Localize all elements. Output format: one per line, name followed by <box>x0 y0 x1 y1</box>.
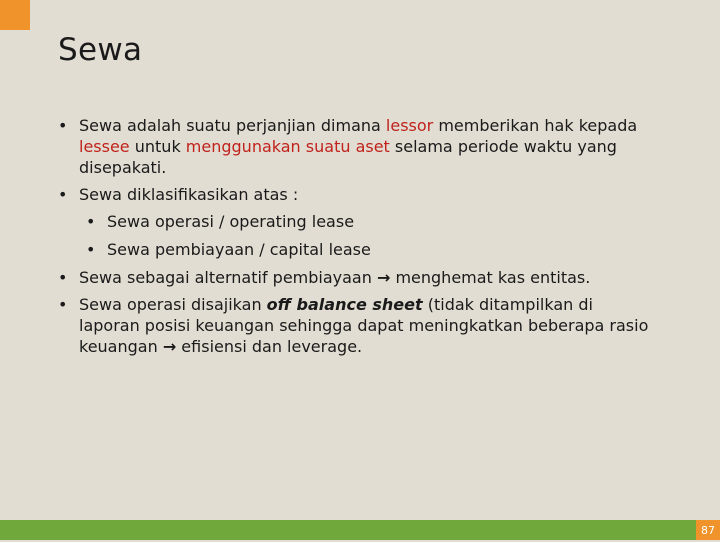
slide-content <box>58 115 658 363</box>
bullet-text: Sewa diklasifikasikan atas : <box>79 185 299 204</box>
bullet-text: menghemat kas entitas. <box>390 268 591 287</box>
bullet-text: Sewa operasi disajikan <box>79 295 267 314</box>
bullet-text: selama periode waktu yang disepakati. <box>79 137 617 177</box>
arrow-right-icon: → <box>376 268 391 287</box>
bullet-text: Sewa sebagai alternatif pembiayaan <box>79 268 377 287</box>
bullet-marker: • <box>58 295 68 314</box>
corner-accent <box>0 0 30 30</box>
bullet-text: (tidak ditampilkan di laporan posisi keuangan sehingga dapat meningkatkan beberapa rasio keuangan <box>79 295 649 356</box>
lessee-term: lessee <box>79 137 130 156</box>
page-number: 87 <box>696 520 720 540</box>
bullet-marker: • <box>86 240 96 259</box>
slide-title: Sewa <box>58 32 143 68</box>
bullet-text: Sewa operasi / operating lease <box>107 212 355 231</box>
bullet-item-3 <box>58 267 658 288</box>
arrow-right-icon: → <box>162 337 177 356</box>
bullet-text: Sewa pembiayaan / capital lease <box>107 240 371 259</box>
sub-bullet-item-2 <box>58 239 658 260</box>
off-balance-sheet-term: off balance sheet <box>266 295 423 314</box>
bullet-item-4 <box>58 294 658 357</box>
menggunakan-term: menggunakan suatu aset <box>185 137 390 156</box>
bullet-marker: • <box>58 268 68 287</box>
sub-bullet-item-1 <box>58 211 658 232</box>
bullet-text: Sewa adalah suatu perjanjian dimana <box>79 116 386 135</box>
bullet-marker: • <box>58 116 68 135</box>
bullet-marker: • <box>58 185 68 204</box>
bullet-item-2 <box>58 184 658 205</box>
footer-bar <box>0 520 720 540</box>
bullet-text: untuk <box>129 137 186 156</box>
lessor-term: lessor <box>385 116 434 135</box>
bullet-text: memberikan hak kepada <box>433 116 638 135</box>
bullet-marker: • <box>86 212 96 231</box>
bullet-item-1 <box>58 115 658 178</box>
bullet-text: efisiensi dan leverage. <box>176 337 363 356</box>
